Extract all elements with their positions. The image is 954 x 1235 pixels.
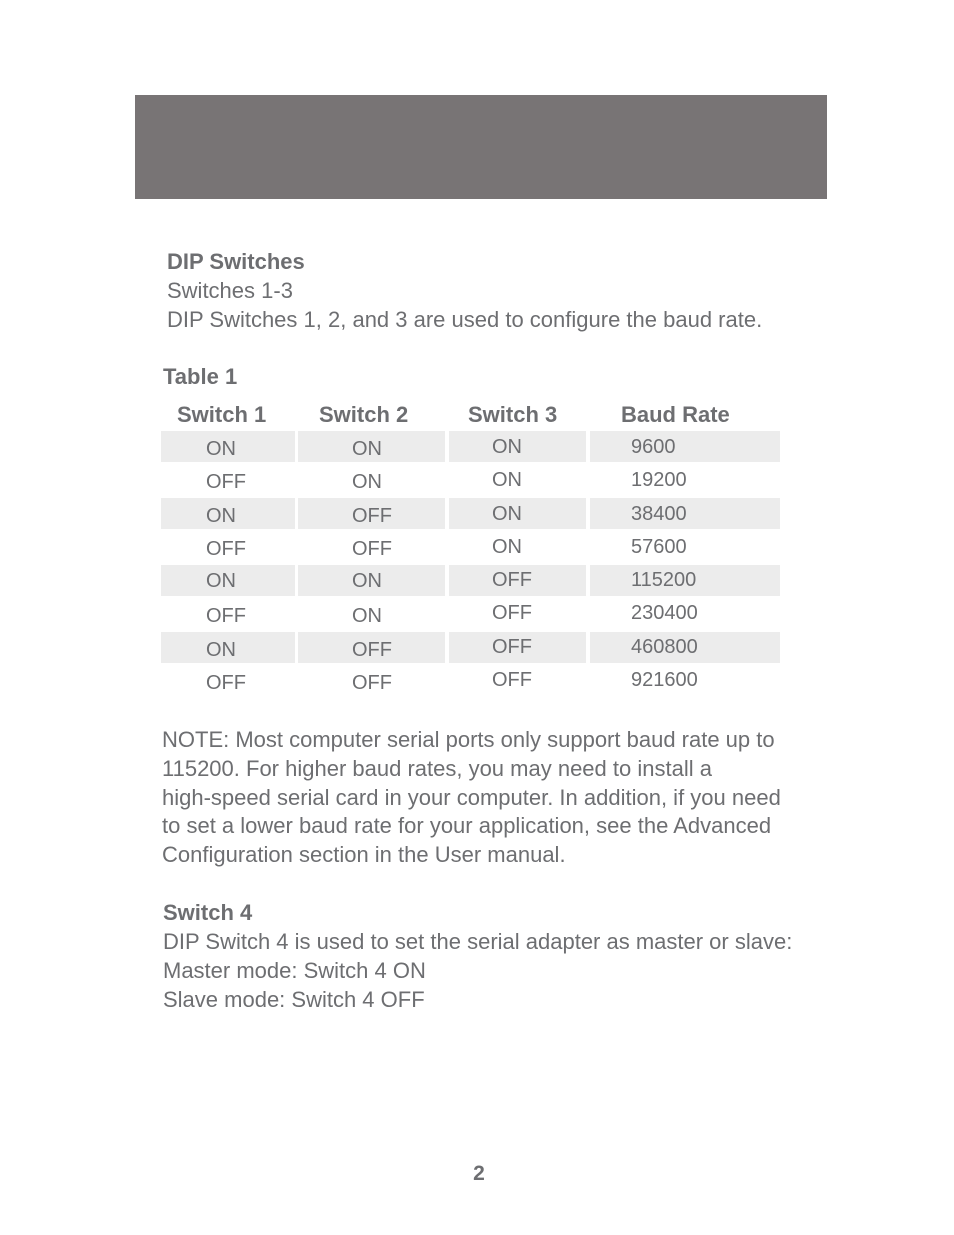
note-line-4: to set a lower baud rate for your application, see the Advanced <box>162 813 772 838</box>
table-cell-baud-rate: 921600 <box>631 669 698 691</box>
table-cell-switch-1: OFF <box>206 471 246 493</box>
table-cell-baud-rate: 57600 <box>631 536 687 558</box>
table-cell-baud-rate: 460800 <box>631 636 698 658</box>
table-cell-switch-2: ON <box>352 471 382 493</box>
table-cell-switch-2: ON <box>352 605 382 627</box>
table-cell-switch-1: OFF <box>206 538 246 560</box>
dip-switches-description: DIP Switches 1, 2, and 3 are used to configure the baud rate. <box>167 307 763 332</box>
table-cell-switch-3: ON <box>492 436 522 458</box>
table-cell-switch-2: OFF <box>352 538 392 560</box>
column-header-switch-2: Switch 2 <box>319 402 409 427</box>
column-header-switch-3: Switch 3 <box>468 402 558 427</box>
row-shade <box>590 431 780 462</box>
table-cell-switch-2: OFF <box>352 672 392 694</box>
table-cell-baud-rate: 19200 <box>631 469 687 491</box>
note-line-3: high-speed serial card in your computer. In addition, if you need <box>162 785 781 810</box>
table-cell-switch-1: OFF <box>206 605 246 627</box>
switch-4-description: DIP Switch 4 is used to set the serial adapter as master or slave: <box>163 929 793 954</box>
slave-mode-line: Slave mode: Switch 4 OFF <box>163 987 425 1012</box>
table-cell-switch-3: OFF <box>492 569 532 591</box>
dip-switches-heading: DIP Switches <box>167 249 305 274</box>
table-cell-switch-1: ON <box>206 505 236 527</box>
table-cell-switch-2: OFF <box>352 639 392 661</box>
table-cell-baud-rate: 230400 <box>631 602 698 624</box>
table-caption: Table 1 <box>163 364 238 389</box>
table-cell-switch-1: ON <box>206 639 236 661</box>
table-cell-baud-rate: 9600 <box>631 436 676 458</box>
note-line-1: NOTE: Most computer serial ports only support baud rate up to <box>162 727 775 752</box>
table-cell-baud-rate: 115200 <box>631 569 697 591</box>
dip-switches-subheading: Switches 1-3 <box>167 278 293 303</box>
table-cell-switch-1: ON <box>206 438 236 460</box>
table-cell-switch-1: ON <box>206 570 236 592</box>
header-band <box>135 95 827 199</box>
table-cell-switch-3: OFF <box>492 669 532 691</box>
switch-4-heading: Switch 4 <box>163 900 253 925</box>
table-cell-switch-2: ON <box>352 570 382 592</box>
table-cell-switch-3: ON <box>492 503 522 525</box>
table-cell-switch-3: ON <box>492 536 522 558</box>
note-line-5: Configuration section in the User manual. <box>162 842 566 867</box>
table-cell-switch-1: OFF <box>206 672 246 694</box>
column-header-baud-rate: Baud Rate <box>621 402 730 427</box>
note-line-2: 115200. For higher baud rates, you may need to install a <box>162 756 712 781</box>
master-mode-line: Master mode: Switch 4 ON <box>163 958 426 983</box>
table-cell-switch-3: OFF <box>492 636 532 658</box>
table-cell-switch-2: ON <box>352 438 382 460</box>
page-number: 2 <box>473 1162 485 1185</box>
table-cell-switch-3: OFF <box>492 602 532 624</box>
column-header-switch-1: Switch 1 <box>177 402 267 427</box>
table-cell-switch-3: ON <box>492 469 522 491</box>
table-cell-switch-2: OFF <box>352 505 392 527</box>
table-cell-baud-rate: 38400 <box>631 503 687 525</box>
